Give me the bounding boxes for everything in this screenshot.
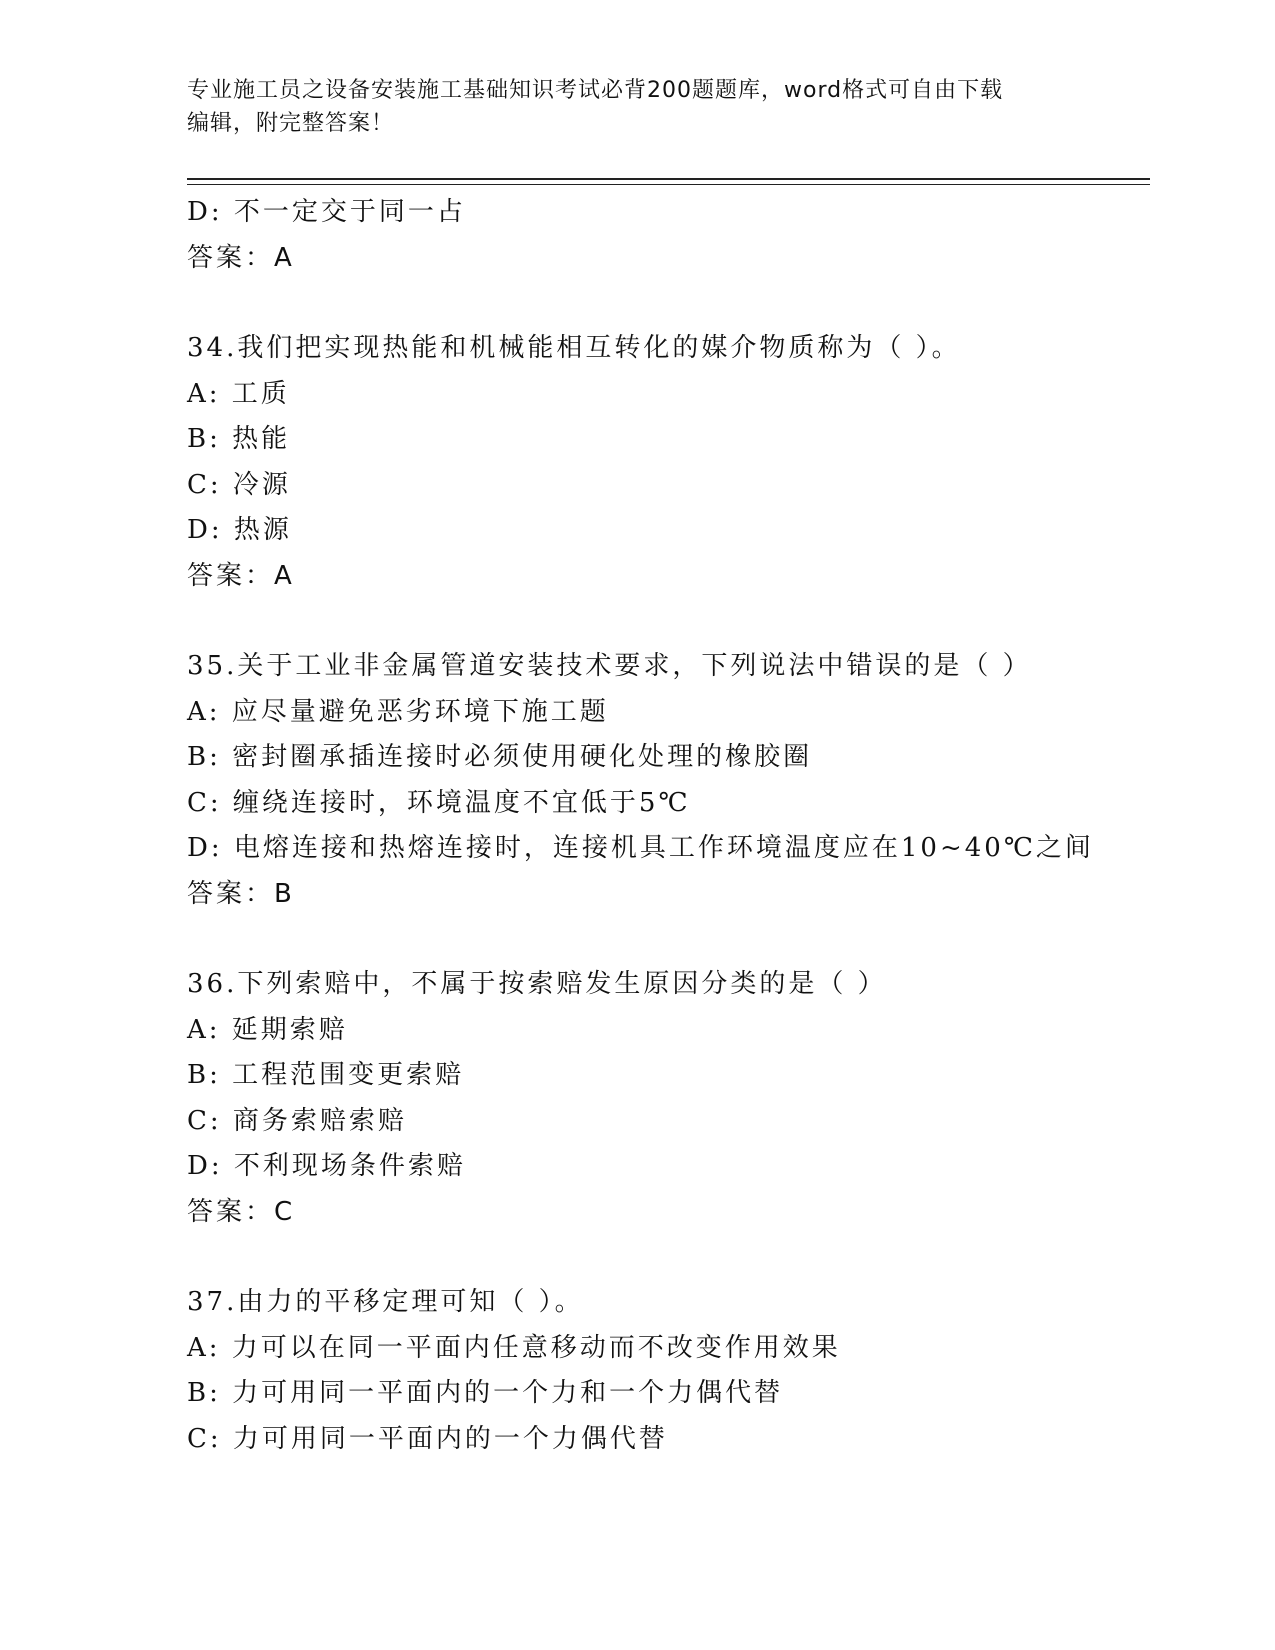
option-d: D: 热源	[187, 515, 292, 545]
question-stem: 34.我们把实现热能和机械能相互转化的媒介物质称为（ ）。	[187, 333, 961, 363]
question-stem: 36.下列索赔中，不属于按索赔发生原因分类的是（ ）	[187, 969, 887, 999]
question-35	[187, 644, 1147, 917]
option-c: C: 商务索赔索赔	[187, 1105, 407, 1136]
option-a: A: 力可以在同一平面内任意移动而不改变作用效果	[187, 1332, 841, 1363]
header-rule-thin	[187, 184, 1150, 185]
document-header	[187, 74, 1067, 140]
option-b: B: 热能	[187, 424, 291, 454]
option-c: C: 力可用同一平面内的一个力偶代替	[187, 1423, 668, 1454]
option-c: C: 冷源	[187, 469, 291, 500]
header-line-1: 专业施工员之设备安装施工基础知识考试必背200题题库，word格式可自由下载	[187, 78, 1004, 103]
answer-line: 答案：A	[187, 242, 295, 273]
header-line-2: 编辑，附完整答案！	[187, 111, 395, 136]
option-d: D: 不利现场条件索赔	[187, 1151, 466, 1181]
question-34	[187, 326, 1147, 599]
question-list	[187, 190, 1147, 1462]
option-c: C: 缠绕连接时，环境温度不宜低于5℃	[187, 787, 691, 818]
question-stem: 37.由力的平移定理可知（ ）。	[187, 1287, 584, 1317]
answer-line: 答案：C	[187, 1196, 296, 1227]
option-a: A: 应尽量避免恶劣环境下施工题	[187, 696, 609, 727]
answer-line: 答案：B	[187, 878, 295, 909]
question-36	[187, 962, 1147, 1235]
option-a: A: 工质	[187, 378, 290, 409]
header-rule-thick	[187, 178, 1150, 180]
answer-line: 答案：A	[187, 560, 295, 591]
option-b: B: 工程范围变更索赔	[187, 1060, 465, 1090]
option-b: B: 密封圈承插连接时必须使用硬化处理的橡胶圈	[187, 742, 813, 772]
question-stem: 35.关于工业非金属管道安装技术要求，下列说法中错误的是（ ）	[187, 651, 1032, 681]
option-a: A: 延期索赔	[187, 1014, 348, 1045]
option-d: D: 电熔连接和热熔连接时，连接机具工作环境温度应在10~40℃之间	[187, 833, 1094, 863]
question-37	[187, 1280, 1147, 1462]
option-b: B: 力可用同一平面内的一个力和一个力偶代替	[187, 1378, 784, 1408]
option-d: D: 不一定交于同一占	[187, 197, 466, 227]
